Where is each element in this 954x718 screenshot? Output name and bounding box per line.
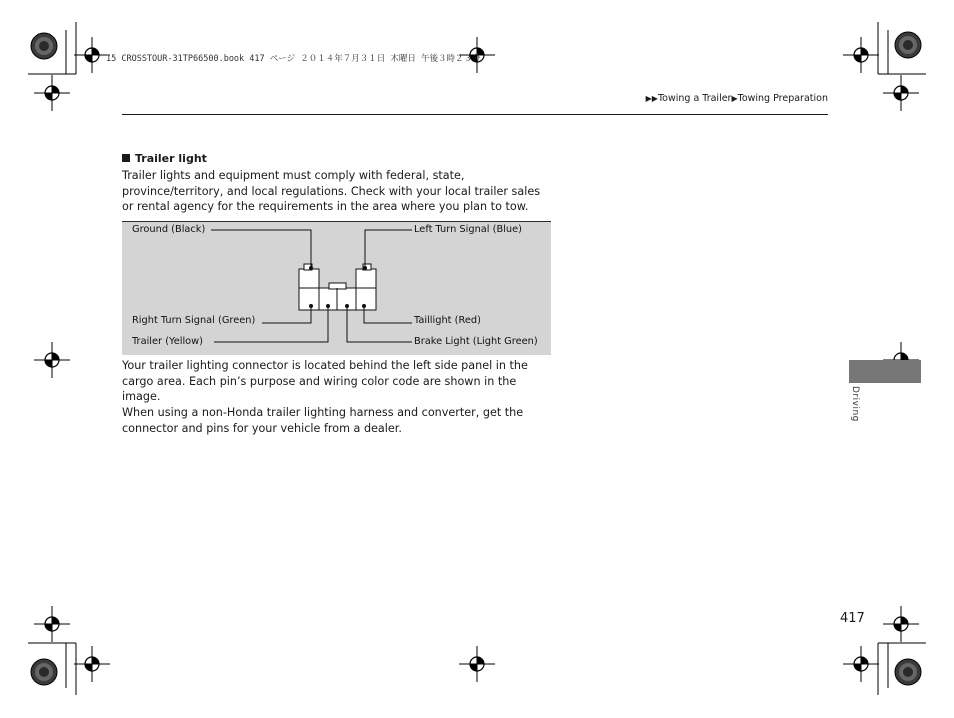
harness-note-paragraph: When using a non-Honda trailer lighting harness and converter, get the connector and pins for your vehicle from a dealer. (122, 406, 524, 435)
breadcrumb-level2[interactable]: Towing Preparation (737, 93, 828, 104)
section-heading (122, 152, 207, 165)
chapter-tab[interactable] (849, 360, 921, 383)
label-taillight: Taillight (Red) (414, 315, 481, 326)
connector-location-paragraph: Your trailer lighting connector is located behind the left side panel in the cargo area. Each pin’s purpose and wiring color code are shown in the image. (122, 359, 528, 403)
section-title: Trailer light (135, 152, 207, 165)
intro-paragraph: Trailer lights and equipment must comply with federal, state, province/territory, and local regulations. Check with your local trailer sales or rental agency for the requirements in the area where you plan to tow. (122, 169, 541, 213)
square-bullet-icon (122, 154, 130, 162)
print-header: 15 CROSSTOUR-31TP66500.book 417 ページ ２０１４年７月３１日 木曜日 午後３時２３分 (106, 54, 481, 64)
label-right-turn-signal: Right Turn Signal (Green) (132, 315, 256, 326)
label-trailer: Trailer (Yellow) (132, 336, 203, 347)
label-ground: Ground (Black) (132, 224, 206, 235)
page-number: 417 (840, 611, 865, 626)
double-triangle-icon: ▶▶ (645, 94, 658, 103)
chapter-tab-label: Driving (850, 386, 860, 422)
triangle-icon: ▶ (731, 94, 738, 103)
breadcrumb (646, 93, 828, 104)
label-brake-light: Brake Light (Light Green) (414, 336, 538, 347)
header-rule (122, 114, 828, 115)
label-left-turn-signal: Left Turn Signal (Blue) (414, 224, 522, 235)
connector-diagram (122, 221, 551, 355)
breadcrumb-level1[interactable]: Towing a Trailer (657, 93, 732, 104)
